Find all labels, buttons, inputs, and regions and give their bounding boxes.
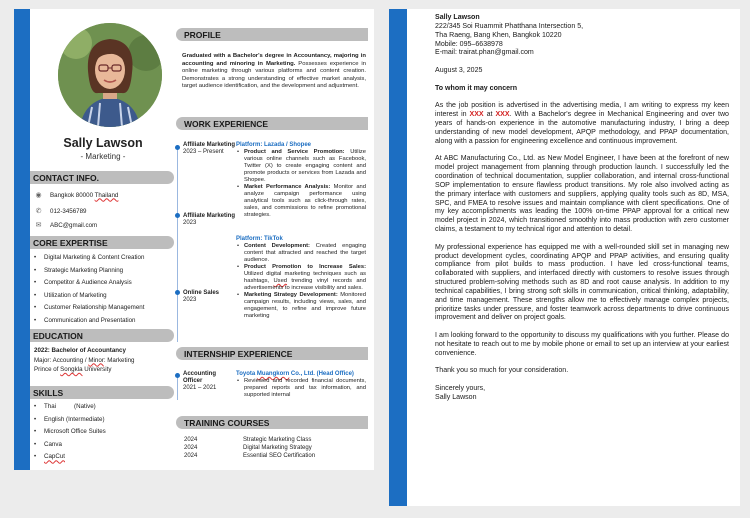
list-item: • CapCut (34, 451, 106, 464)
training-list (184, 437, 315, 460)
job-title: Affiliate Marketing (183, 213, 236, 219)
letter-paragraph-4: I am looking forward to the opportunity to discuss my qualifications with you further. Please do not hesitate to reach out to me by mobile phone or email to set up an interview at your earliest convenience. (435, 332, 729, 357)
expertise-heading: CORE EXPERTISE (30, 236, 174, 249)
list-item: • Utilization of Marketing (34, 290, 144, 303)
resume-name: Sally Lawson (63, 136, 143, 150)
internship-left (183, 371, 235, 392)
resume-role: - Marketing - (80, 152, 126, 161)
timeline-line (177, 376, 178, 400)
timeline-line (177, 146, 178, 342)
skills-heading: SKILLS (30, 386, 174, 399)
profile-heading: PROFILE (176, 28, 368, 41)
contact-phone (34, 207, 86, 215)
internship-dates: 2021 – 2021 (183, 385, 217, 391)
education-degree: 2022: Bachelor of Accountancy (34, 347, 126, 354)
phone-text: 012-3456789 (50, 207, 87, 215)
sender-name: Sally Lawson (435, 14, 480, 21)
letter-signature: Sally Lawson (435, 393, 477, 401)
letter-paragraph-5: Thank you so much for your consideration. (435, 367, 569, 375)
job-1-details (236, 142, 366, 219)
timeline-dot (175, 373, 180, 378)
job-company: Platform: TikTok (236, 236, 283, 242)
cover-letter-page (389, 9, 740, 506)
letter-date: August 3, 2025 (435, 67, 483, 75)
job-dates: 2023 (183, 220, 197, 226)
training-heading: TRAINING COURSES (176, 416, 368, 429)
internship-bullet: • Reviewed and recorded financial documents, prepared reports and tax information, and supported internal (236, 378, 366, 399)
sender-address-2: Tha Raeng, Bang Khen, Bangkok 10220 (435, 31, 562, 39)
letter-paragraph-1: As the job position is advertised in the advertising media, I am writing to express my keen interest in XXX at XXX. With a Bachelor's degree in Mechanical Engineering and over two years of hands-on experience in the automotive manufacturing industry, I bring a deep understanding of new model development, APQP methodology, and PPAP documentation, along with a passion for engineering excellence and continuous improvement. (435, 102, 729, 145)
contact-heading: CONTACT INFO. (30, 171, 174, 184)
job-dates: 2023 – Present (183, 149, 224, 155)
resume-accent-bar (14, 9, 30, 470)
education-heading: EDUCATION (30, 329, 174, 342)
education-major: Major: Accounting / Minor: Marketing (34, 356, 135, 364)
email-text: ABC@gmail.com (50, 221, 98, 229)
job-bullet: • Marketing Strategy Development: Monitored campaign results, including views, sales, and engagement, to refine and improve future marketing (236, 292, 366, 320)
list-item: • Thai (Native) (34, 401, 106, 414)
letter-paragraph-2: At ABC Manufacturing Co., Ltd. as New Model Engineer, I have been at the forefront of new model project management from planning through production launch. I successfully led the coordination of technical documentation, supplier collaboration, and internal cross-functional SOP implementation to ensure flawless product transitions. My role also involved acting as the primary interface with customers and suppliers, applying quality tools such as 8D, MSA, SPC, and FMEA to resolve issues and maintain compliance with client specifications. One of my key accomplishments was leading the 100% on-time PPAP approval for a critical new model project in 2024, which transitioned smoothly into mass production with zero customer claims, a testament to my technical rigor and attention to detail. (435, 155, 729, 234)
training-row: 2024 Essential SEO Certification (184, 452, 316, 459)
avatar (58, 23, 162, 127)
internship-company: Toyota Muangkorn Co., Ltd. (Head Office) (236, 371, 354, 377)
education-block (34, 346, 134, 375)
list-item: • Communication and Presentation (34, 315, 144, 328)
letter-closing: Sincerely yours, (435, 385, 486, 393)
profile-text: Graduated with a Bachelor's degree in Accountancy, majoring in accounting and minoring in Marketing. Possesses experience in online marketing through various platforms and content creation. Demonstrates a strong understanding of effective market analysis, target audience identification, and the development and adjustment. (182, 53, 367, 89)
expertise-list (34, 252, 144, 328)
job-2-left (183, 213, 235, 227)
training-row: 2024 Strategic Marketing Class (184, 437, 312, 443)
skills-list (34, 401, 106, 464)
job-2-details (236, 236, 366, 320)
contact-email (34, 221, 97, 229)
education-school: Prince of Songkla University (34, 366, 112, 374)
job-1-left (183, 142, 235, 156)
sender-block (435, 14, 729, 58)
address-text: Bangkok 80000 (50, 191, 94, 199)
timeline-dot (175, 145, 180, 150)
location-pin-icon: ◉ (35, 192, 42, 199)
timeline-dot (175, 290, 180, 295)
job-bullet: • Product Promotion to Increase Sales: Utilized digital marketing techniques such as hashtags, Used trending vinyl records and advertisements to increase visibility and sales. (236, 264, 366, 292)
timeline-dot (175, 213, 180, 218)
list-item: • English (Intermediate) (34, 414, 106, 427)
work-heading: WORK EXPERIENCE (176, 117, 368, 130)
letter-salutation: To whom it may concern (435, 84, 518, 92)
internship-details (236, 371, 366, 399)
contact-address (34, 191, 118, 199)
sender-mobile: Mobile: 095–6638978 (435, 40, 503, 48)
list-item: • Microsoft Office Suites (34, 426, 106, 439)
job-title: Online Sales (183, 290, 220, 296)
address-country: Thailand (94, 191, 119, 199)
list-item: • Competitor & Audience Analysis (34, 277, 144, 290)
phone-icon: ✆ (35, 208, 42, 215)
sender-email: E-mail: trairat.phan@gmail.com (435, 49, 534, 57)
training-row: 2024 Digital Marketing Strategy (184, 444, 312, 451)
list-item: • Digital Marketing & Content Creation (34, 252, 144, 265)
resume-page (14, 9, 374, 470)
internship-title: Accounting Officer (183, 371, 216, 384)
list-item: • Canva (34, 439, 106, 452)
list-item: • Strategic Marketing Planning (34, 265, 144, 278)
internship-heading: INTERNSHIP EXPERIENCE (176, 347, 368, 360)
job-dates: 2023 (183, 297, 197, 303)
mail-icon: ✉ (35, 222, 42, 229)
job-company: Platform: Lazada / Shopee (236, 142, 312, 148)
sender-address-1: 222/345 Soi Ruammit Phatthana Intersection 5, (435, 22, 584, 30)
avatar-portrait (58, 23, 162, 127)
job-bullet: • Content Development: Created engaging content that attracted and reached the target audience. (236, 243, 366, 264)
letter-accent-bar (389, 9, 407, 506)
job-title: Affiliate Marketing (183, 142, 236, 148)
letter-body (435, 14, 729, 403)
list-item: • Customer Relationship Management (34, 302, 144, 315)
job-bullet: • Product and Service Promotion: Utilize various online channels such as Facebook, Twitter (X) to create engaging content and promote products or services from Lazada and Shopee. (236, 149, 366, 184)
job-bullet: • Market Performance Analysis: Monitor and analyze campaign performance using analytical tools such as click-through rates, sales, and commissions to refine promotional strategies. (236, 184, 366, 219)
letter-paragraph-3: My professional experience has equipped me with a well-rounded skill set in managing new product development cycles, coordinating APQP and PPAP activities, and ensuring quality compliance from pilot builds to mass production. I have led cross-functional teams, collaborated with suppliers, and interfaced directly with customers to resolve issues through structured problem-solving methods such as 8D and root cause analysis. In addition to my technical capabilities, I bring strong soft skills in communication, critical thinking, adaptability, and time management. These strengths allow me to effectively manage complex projects, prioritize tasks under pressure, and foster teamwork across departments to drive continuous improvement and deliver on project goals. (435, 243, 729, 322)
job-3-left (183, 290, 235, 304)
